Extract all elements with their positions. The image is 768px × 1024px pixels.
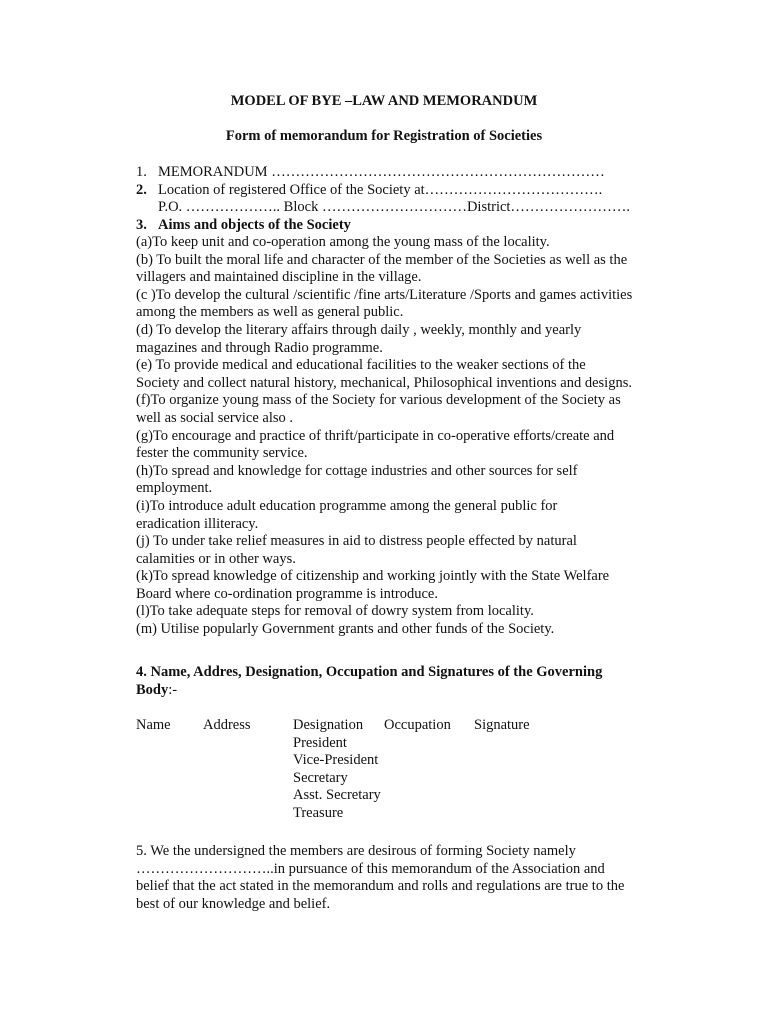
aim-item (136, 357, 666, 392)
aim-line: (g)To encourage and practice of thrift/participate in co-operative efforts/create and (136, 427, 615, 444)
item-2-continuation (136, 199, 656, 217)
aim-line: among the members as well as general public. (136, 304, 404, 321)
aim-line: (b) To built the moral life and character of the member of the Societies as well as the (136, 251, 628, 268)
aim-line: (c )To develop the cultural /scientific /fine arts/Literature /Sports and games activities (136, 286, 633, 303)
item-2-text-line2: P.O. ……………….. Block …………………………District……………………. (158, 199, 631, 216)
aim-line: (f)To organize young mass of the Society for various development of the Society as (136, 392, 621, 409)
designation-secretary: Secretary (293, 769, 348, 786)
section-4-heading-body: Body (136, 681, 169, 698)
column-signature: Signature (474, 717, 530, 733)
section-5-line: ………………………..in pursuance of this memorandum of the Association and (136, 860, 605, 877)
item-1 (136, 164, 656, 182)
item-3 (136, 217, 656, 235)
aim-item (136, 428, 666, 463)
aim-line: well as social service also . (136, 409, 294, 426)
aim-item (136, 498, 666, 533)
aims-list (136, 234, 666, 639)
column-designation (293, 717, 381, 823)
aim-item (136, 252, 666, 287)
aim-line: eradication illiteracy. (136, 515, 259, 532)
memorandum-items (136, 164, 656, 234)
item-3-heading: Aims and objects of the Society (158, 216, 351, 233)
aim-line: fester the community service. (136, 445, 308, 462)
aim-line: Board where co-ordination programme is introduce. (136, 585, 438, 602)
designation-treasure: Treasure (293, 804, 344, 821)
aim-line: villagers and maintained discipline in the village. (136, 269, 422, 286)
item-2-number: 2. (136, 181, 147, 198)
section-4-heading-suffix: :- (168, 681, 178, 698)
section-4-heading-line1: 4. Name, Addres, Designation, Occupation and Signatures of the Governing (136, 664, 603, 680)
aim-line: (h)To spread and knowledge for cottage industries and other sources for self (136, 462, 578, 479)
aim-line: (i)To introduce adult education programme among the general public for (136, 497, 558, 514)
item-2 (136, 182, 656, 200)
aim-item (136, 463, 666, 498)
aim-line: (l)To take adequate steps for removal of dowry system from locality. (136, 603, 534, 620)
column-designation-header: Designation (293, 717, 364, 733)
designation-asst-secretary: Asst. Secretary (293, 787, 381, 804)
aim-item (136, 287, 666, 322)
aim-item (136, 322, 666, 357)
aim-line: (k)To spread knowledge of citizenship and working jointly with the State Welfare (136, 568, 610, 585)
column-address: Address (203, 717, 251, 733)
aim-line: (j) To under take relief measures in aid to distress people effected by natural (136, 533, 577, 550)
item-3-number: 3. (136, 216, 147, 233)
designation-president: President (293, 734, 347, 751)
column-name: Name (136, 717, 171, 733)
document-subtitle: Form of memorandum for Registration of Societies (225, 128, 543, 144)
aim-line: magazines and through Radio programme. (136, 339, 383, 356)
aim-line: (m) Utilise popularly Government grants and other funds of the Society. (136, 621, 555, 638)
aim-line: calamities or in other ways. (136, 550, 296, 567)
column-occupation: Occupation (384, 717, 451, 733)
aim-item (136, 621, 666, 639)
section-5-paragraph (136, 843, 648, 913)
aim-item (136, 392, 666, 427)
item-2-text-line1: Location of registered Office of the Society at………………………………. (158, 181, 603, 198)
aim-line: (e) To provide medical and educational facilities to the weaker sections of the (136, 357, 586, 374)
section-4-heading (136, 664, 666, 699)
aim-item (136, 568, 666, 603)
designation-vice-president: Vice-President (293, 752, 379, 769)
aim-line: (d) To develop the literary affairs through daily , weekly, monthly and yearly (136, 321, 582, 338)
section-5-line: best of our knowledge and belief. (136, 895, 331, 912)
section-5-line: belief that the act stated in the memorandum and rolls and regulations are true to the (136, 878, 625, 895)
aim-item (136, 533, 666, 568)
aim-item (136, 234, 666, 252)
item-1-number: 1. (136, 164, 147, 180)
aim-line: Society and collect natural history, mechanical, Philosophical inventions and designs. (136, 374, 632, 391)
document-title: MODEL OF BYE –LAW AND MEMORANDUM (230, 93, 538, 109)
item-1-text: MEMORANDUM …………………………………………………………… (158, 164, 605, 180)
aim-line: employment. (136, 480, 213, 497)
section-5-line: 5. We the undersigned the members are desirous of forming Society namely (136, 843, 576, 859)
aim-line: (a)To keep unit and co-operation among the young mass of the locality. (136, 234, 550, 250)
section-4-heading-line2 (136, 682, 666, 700)
aim-item (136, 603, 666, 621)
